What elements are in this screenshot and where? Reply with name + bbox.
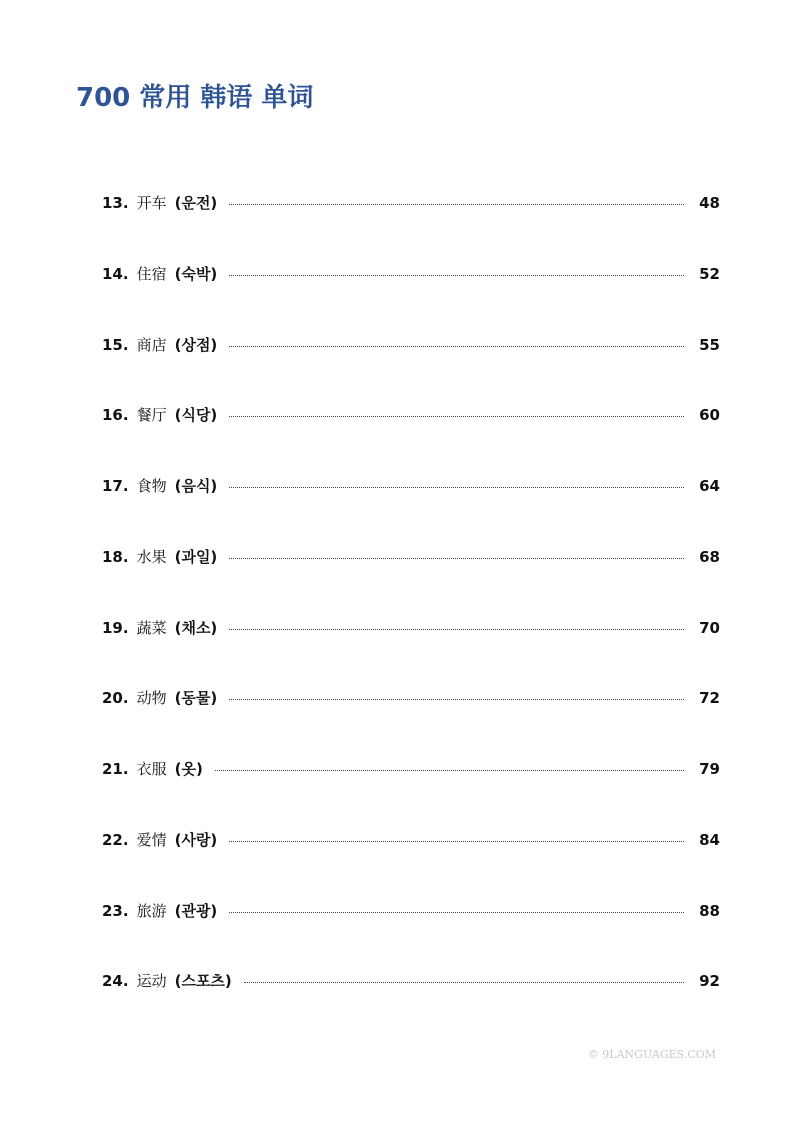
toc-entry[interactable]	[102, 468, 720, 539]
toc-entry-korean-title: (과일)	[174, 547, 218, 566]
toc-dot-leader	[229, 416, 684, 417]
toc-entry-chinese-title: 餐厅	[136, 406, 167, 425]
toc-entry[interactable]	[102, 185, 720, 256]
toc-entry[interactable]	[102, 893, 720, 964]
toc-entry-chinese-title: 动物	[136, 689, 167, 708]
toc-dot-leader	[215, 770, 684, 771]
toc-entry-chinese-title: 爱情	[136, 830, 167, 849]
toc-entry-number: 13.	[102, 194, 129, 212]
toc-entry-number: 15.	[102, 335, 129, 354]
toc-entry[interactable]	[102, 327, 720, 398]
toc-entry-page-number: 68	[699, 547, 720, 566]
copyright-watermark: © 9LANGUAGES.COM	[587, 1048, 716, 1061]
toc-entry-korean-title: (식당)	[174, 406, 218, 425]
toc-entry-korean-title: (사랑)	[174, 830, 218, 849]
toc-entry-number: 22.	[102, 830, 129, 849]
toc-entry-page-number: 60	[699, 406, 720, 425]
toc-entry-number: 14.	[102, 264, 129, 283]
toc-entry-number: 16.	[102, 406, 129, 425]
toc-entry-korean-title: (옷)	[174, 760, 203, 778]
toc-entry-number: 21.	[102, 760, 129, 778]
toc-entry-number: 18.	[102, 547, 129, 566]
toc-entry-number: 24.	[102, 972, 129, 991]
toc-dot-leader	[229, 204, 684, 205]
toc-entry-chinese-title: 住宿	[136, 264, 167, 283]
toc-entry-korean-title: (채소)	[174, 618, 218, 637]
toc-dot-leader	[229, 558, 684, 559]
toc-entry[interactable]	[102, 963, 720, 1034]
toc-entry-page-number: 64	[699, 477, 720, 495]
toc-entry[interactable]	[102, 397, 720, 468]
toc-entry-korean-title: (음식)	[174, 477, 218, 495]
toc-entry-page-number: 92	[699, 972, 720, 991]
toc-entry[interactable]	[102, 751, 720, 822]
toc-entry-chinese-title: 旅游	[136, 901, 167, 920]
toc-dot-leader	[229, 629, 684, 630]
toc-entry-page-number: 72	[699, 689, 720, 708]
toc-entry-korean-title: (관광)	[174, 901, 218, 920]
toc-entry-chinese-title: 运动	[136, 972, 167, 991]
toc-entry-page-number: 55	[699, 335, 720, 354]
toc-entry-chinese-title: 开车	[136, 194, 167, 212]
toc-entry[interactable]	[102, 680, 720, 751]
toc-entry-korean-title: (상점)	[174, 335, 218, 354]
toc-entry-page-number: 84	[699, 830, 720, 849]
toc-entry-number: 23.	[102, 901, 129, 920]
toc-entry-chinese-title: 商店	[136, 335, 167, 354]
toc-entry-chinese-title: 食物	[136, 477, 167, 495]
toc-dot-leader	[229, 275, 684, 276]
toc-entry[interactable]	[102, 822, 720, 893]
page-title: 700 常用 韩语 单词	[76, 83, 314, 113]
toc-dot-leader	[229, 346, 684, 347]
toc-entry-chinese-title: 衣服	[136, 760, 167, 778]
toc-entry-page-number: 79	[699, 760, 720, 778]
toc-entry-korean-title: (숙박)	[174, 264, 218, 283]
toc-entry-number: 17.	[102, 477, 129, 495]
toc-entry-chinese-title: 蔬菜	[136, 618, 167, 637]
toc-entry-page-number: 70	[699, 618, 720, 637]
toc-dot-leader	[229, 912, 684, 913]
toc-entry-korean-title: (동물)	[174, 689, 218, 708]
toc-dot-leader	[229, 699, 684, 700]
toc-entry-number: 20.	[102, 689, 129, 708]
toc-entry[interactable]	[102, 256, 720, 327]
toc-dot-leader	[244, 982, 684, 983]
toc-entry-chinese-title: 水果	[136, 547, 167, 566]
toc-entry-page-number: 88	[699, 901, 720, 920]
toc-entry-page-number: 48	[699, 194, 720, 212]
toc-dot-leader	[229, 841, 684, 842]
toc-entry-korean-title: (운전)	[174, 194, 218, 212]
toc-dot-leader	[229, 487, 684, 488]
toc-entry-number: 19.	[102, 618, 129, 637]
table-of-contents	[102, 185, 720, 1034]
toc-entry[interactable]	[102, 539, 720, 610]
toc-entry-korean-title: (스포츠)	[174, 972, 232, 991]
toc-entry-page-number: 52	[699, 264, 720, 283]
toc-entry[interactable]	[102, 610, 720, 681]
